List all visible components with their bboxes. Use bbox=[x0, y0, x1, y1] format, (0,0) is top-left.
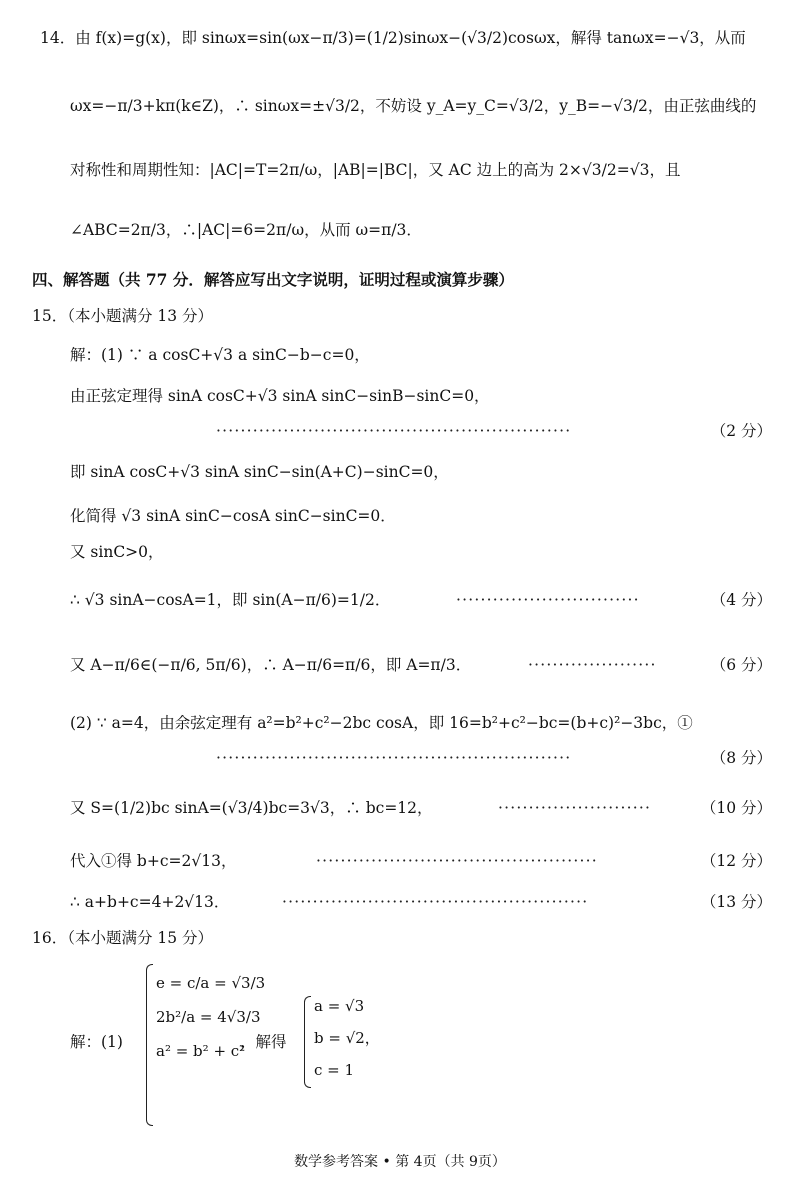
q14-line-2 bbox=[0, 86, 800, 126]
q15-step-11-text: ∴ a+b+c=4+2√13． bbox=[70, 893, 230, 911]
q14-line-3 bbox=[0, 150, 800, 190]
q16-result-b: b = √2， bbox=[314, 1029, 380, 1047]
q16-solve-row bbox=[0, 1022, 800, 1062]
q15-step-11 bbox=[0, 882, 800, 922]
q15-step-2 bbox=[0, 376, 800, 416]
q16-solve-text: ，解得 bbox=[240, 1033, 287, 1051]
q16-equation-1: e = c/a = √3/3 bbox=[156, 974, 266, 992]
section-heading-text: 四、解答题（共 77 分．解答应写出文字说明，证明过程或演算步骤） bbox=[32, 270, 514, 289]
q15-points-4: （4 分） bbox=[710, 591, 772, 609]
q15-points-6: （6 分） bbox=[710, 656, 772, 674]
q15-step-2-text: 由正弦定理得 sinA cosC+√3 sinA sinC−sinB−sinC=0， bbox=[70, 387, 490, 405]
leader-dots: ····················· bbox=[528, 656, 657, 674]
q15-step-3 bbox=[0, 452, 800, 492]
leader-dots: ·························································· bbox=[216, 749, 572, 767]
q15-step-8-text: (2) ∵ a=4，由余弦定理有 a²=b²+c²−2bc cosA，即 16=b²+c²−bc=(b+c)²−3bc，① bbox=[70, 714, 693, 732]
q15-header bbox=[0, 296, 800, 336]
q14-text-4: ∠ABC=2π/3，∴|AC|=6=2π/ω，从而 ω=π/3． bbox=[70, 221, 422, 239]
left-brace bbox=[304, 996, 311, 1088]
q15-step-9-text: 又 S=(1/2)bc sinA=(√3/4)bc=3√3，∴ bc=12， bbox=[70, 799, 433, 817]
q16-result-a: a = √3 bbox=[314, 997, 365, 1015]
q15-step-4-text: 化简得 √3 sinA sinC−cosA sinC−sinC=0． bbox=[70, 507, 396, 525]
q15-points-2-row bbox=[0, 411, 800, 451]
q14-text-1: 14．由 f(x)=g(x)，即 sinωx=sin(ωx−π/3)=(1/2)sinωx−(√3/2)cosωx，解得 tanωx=−√3，从而 bbox=[40, 29, 746, 47]
q14-text-2: ωx=−π/3+kπ(k∈Z)，∴ sinωx=±√3/2，不妨设 y_A=y_C=√3/2，y_B=−√3/2，由正弦曲线的 bbox=[70, 97, 757, 115]
q15-points-8-row bbox=[0, 738, 800, 778]
q14-text-3: 对称性和周期性知：|AC|=T=2π/ω，|AB|=|BC|，又 AC 边上的高为 2×√3/2=√3，且 bbox=[70, 161, 681, 179]
q14-line-4 bbox=[0, 210, 800, 250]
leader-dots: ·················································· bbox=[282, 893, 589, 911]
q15-step-4 bbox=[0, 496, 800, 536]
q15-step-7 bbox=[0, 645, 800, 685]
q16-equation-2: 2b²/a = 4√3/3 bbox=[156, 1008, 261, 1026]
q14-line-1 bbox=[0, 18, 800, 58]
q15-points-12: （12 分） bbox=[700, 852, 772, 870]
leader-dots: ·············································· bbox=[316, 852, 598, 870]
q15-step-1 bbox=[0, 335, 800, 375]
q15-step-3-text: 即 sinA cosC+√3 sinA sinC−sin(A+C)−sinC=0， bbox=[70, 463, 449, 481]
q16-header bbox=[0, 918, 800, 958]
q16-header-text: 16．（本小题满分 15 分） bbox=[32, 929, 214, 947]
q16-result-c: c = 1 bbox=[314, 1061, 355, 1079]
leader-dots: ······························ bbox=[456, 591, 640, 609]
q16-results bbox=[314, 990, 380, 1086]
q15-step-7-text: 又 A−π/6∈(−π/6, 5π/6)，∴ A−π/6=π/6，即 A=π/3． bbox=[70, 656, 472, 674]
q15-step-5 bbox=[0, 532, 800, 572]
q15-points-10: （10 分） bbox=[700, 799, 772, 817]
q15-step-5-text: 又 sinC>0， bbox=[70, 543, 164, 561]
leader-dots: ·························································· bbox=[216, 422, 572, 440]
q15-step-10 bbox=[0, 841, 800, 881]
leader-dots: ························· bbox=[498, 799, 652, 817]
section-heading bbox=[0, 260, 800, 300]
q15-step-9 bbox=[0, 788, 800, 828]
q15-points-8: （8 分） bbox=[710, 749, 772, 767]
q16-equation-3: a² = b² + c² bbox=[156, 1042, 246, 1060]
q15-step-6 bbox=[0, 580, 800, 620]
q15-points-2: （2 分） bbox=[710, 422, 772, 440]
q15-step-8 bbox=[0, 703, 800, 743]
q15-points-13: （13 分） bbox=[700, 893, 772, 911]
q15-step-1-text: 解：(1) ∵ a cosC+√3 a sinC−b−c=0， bbox=[70, 346, 370, 364]
q16-lead-text: 解：(1) bbox=[70, 1033, 123, 1051]
q15-step-10-text: 代入①得 b+c=2√13， bbox=[70, 852, 237, 870]
q15-step-6-text: ∴ √3 sinA−cosA=1，即 sin(A−π/6)=1/2． bbox=[70, 591, 391, 609]
q15-header-text: 15．（本小题满分 13 分） bbox=[32, 307, 214, 325]
page-footer: 数学参考答案 • 第 4页（共 9页） bbox=[294, 1154, 506, 1170]
